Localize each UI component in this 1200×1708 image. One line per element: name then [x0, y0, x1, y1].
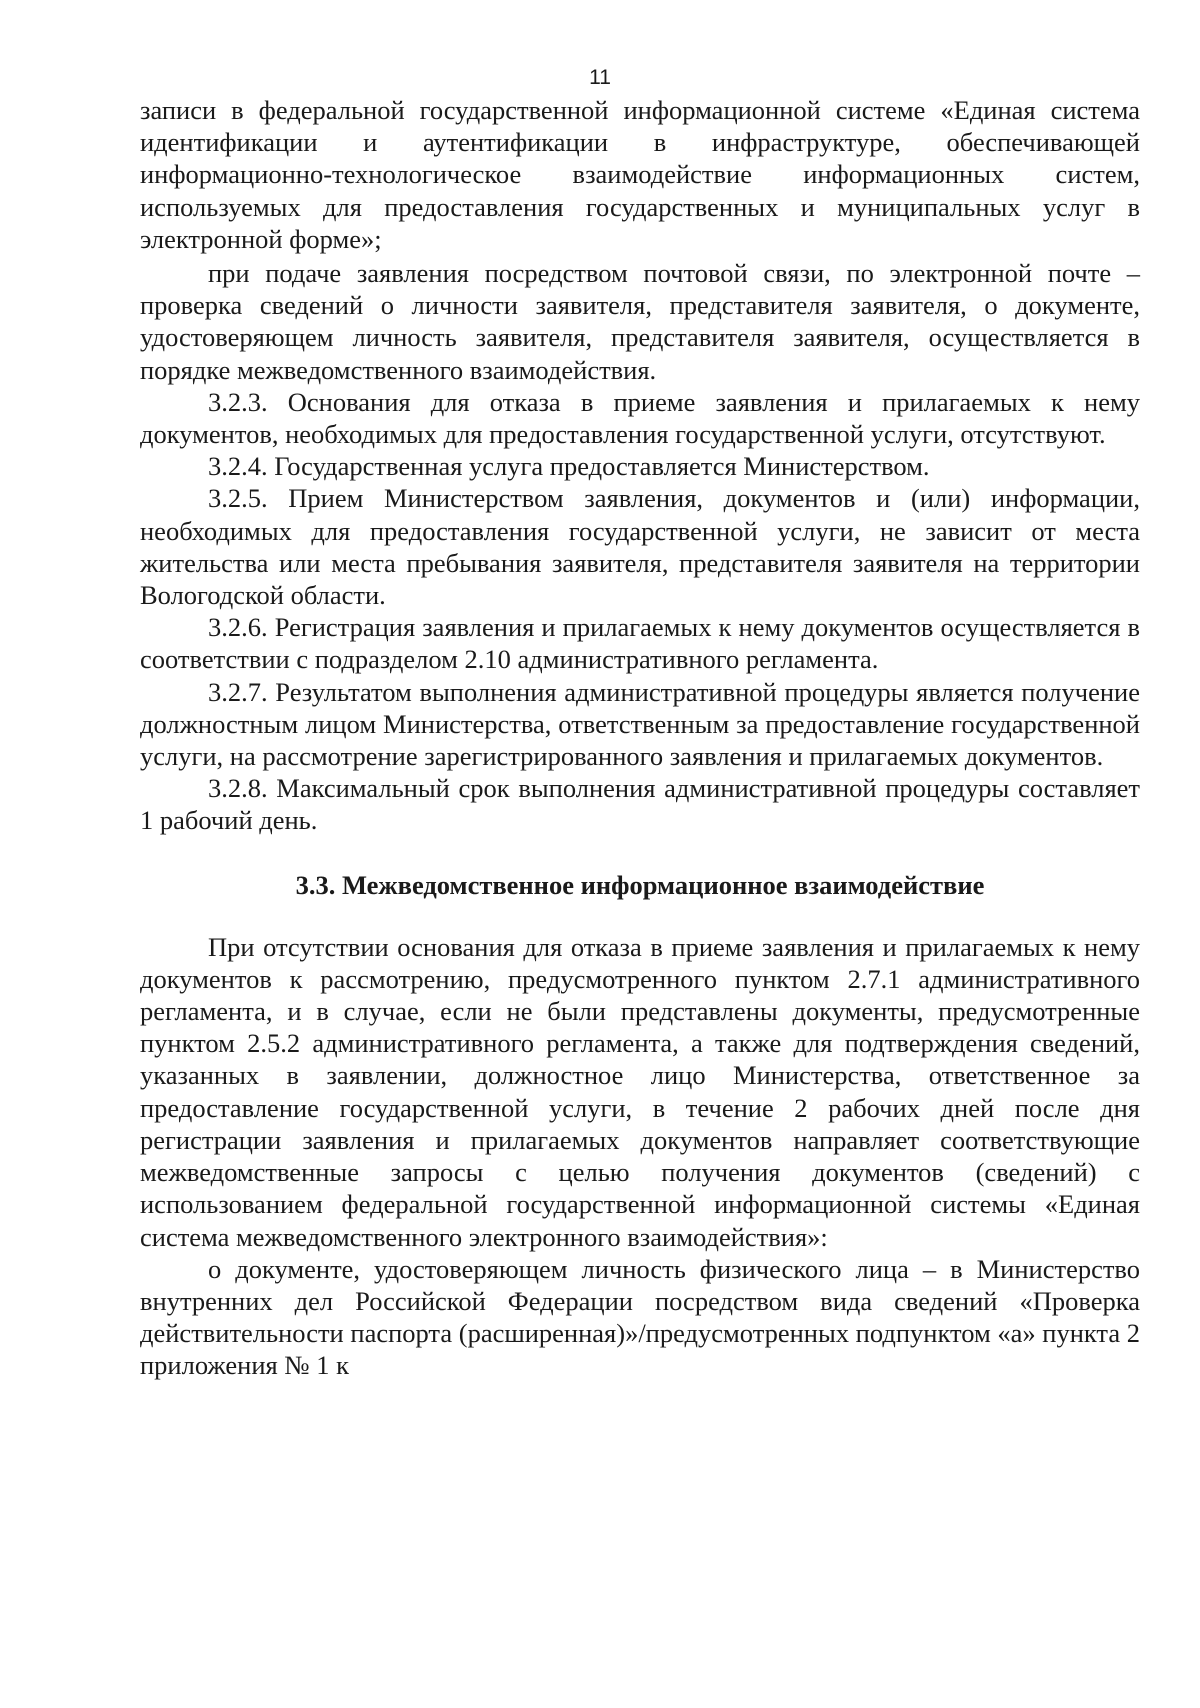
paragraph-3-2-8: 3.2.8. Максимальный срок выполнения административной процедуры составляет 1 рабочий день. [140, 773, 1140, 836]
paragraph-3-2-7: 3.2.7. Результатом выполнения административной процедуры является получение должностным лицом Министерства, ответственным за предоставление государственной услуги, на рассмотрение зарегистрированного заявления и прилагаемых документов. [140, 676, 1140, 772]
paragraph-postal-verification: при подаче заявления посредством почтовой связи, по электронной почте – проверка сведений о личности заявителя, представителя заявителя, о документе, удостоверяющем личность заявителя, представителя заявителя, осуществляется в порядке межведомственного взаимодействия. [140, 258, 1140, 385]
paragraph-continuation: записи в федеральной государственной информационной системе «Единая система идентификации и аутентификации в инфраструктуре, обеспечивающей информационно-технологическое взаимодействие информационных систем, используемых для предоставления государственных и муниципальных услуг в электронной форме»; [140, 95, 1140, 254]
document-body [140, 94, 1140, 1382]
paragraph-3-3-intro: При отсутствии основания для отказа в приеме заявления и прилагаемых к нему документов к рассмотрению, предусмотренного пунктом 2.7.1 административного регламента, и в случае, если не были представлены документы, предусмотренные пунктом 2.5.2 административного регламента, а также для подтверждения сведений, указанных в заявлении, должностное лицо Министерства, ответственное за предоставление государственной услуги, в течение 2 рабочих дней после дня регистрации заявления и прилагаемых документов направляет соответствующие межведомственные запросы с целью получения документов (сведений) с использованием федеральной государственной информационной системы «Единая система межведомственного электронного взаимодействия»: [140, 931, 1140, 1252]
paragraph-3-2-6: 3.2.6. Регистрация заявления и прилагаемых к нему документов осуществляется в соответствии с подразделом 2.10 административного регламента. [140, 612, 1140, 675]
paragraph-3-2-5: 3.2.5. Прием Министерством заявления, документов и (или) информации, необходимых для предоставления государственной услуги, не зависит от места жительства или места пребывания заявителя, представителя заявителя на территории Вологодской области. [140, 483, 1140, 611]
section-heading-3-3: 3.3. Межведомственное информационное взаимодействие [295, 869, 985, 900]
paragraph-3-2-3: 3.2.3. Основания для отказа в приеме заявления и прилагаемых к нему документов, необходимых для предоставления государственной услуги, отсутствуют. [140, 386, 1140, 450]
page-number: 11 [589, 66, 611, 89]
paragraph-3-2-4: 3.2.4. Государственная услуга предоставляется Министерством. [208, 451, 930, 482]
paragraph-3-3-identity-document: о документе, удостоверяющем личность физического лица – в Министерство внутренних дел Российской Федерации посредством вида сведений «Проверка действительности паспорта (расширенная)»/предусмотренных подпунктом «а» пункта 2 приложения № 1 к [140, 1253, 1140, 1381]
